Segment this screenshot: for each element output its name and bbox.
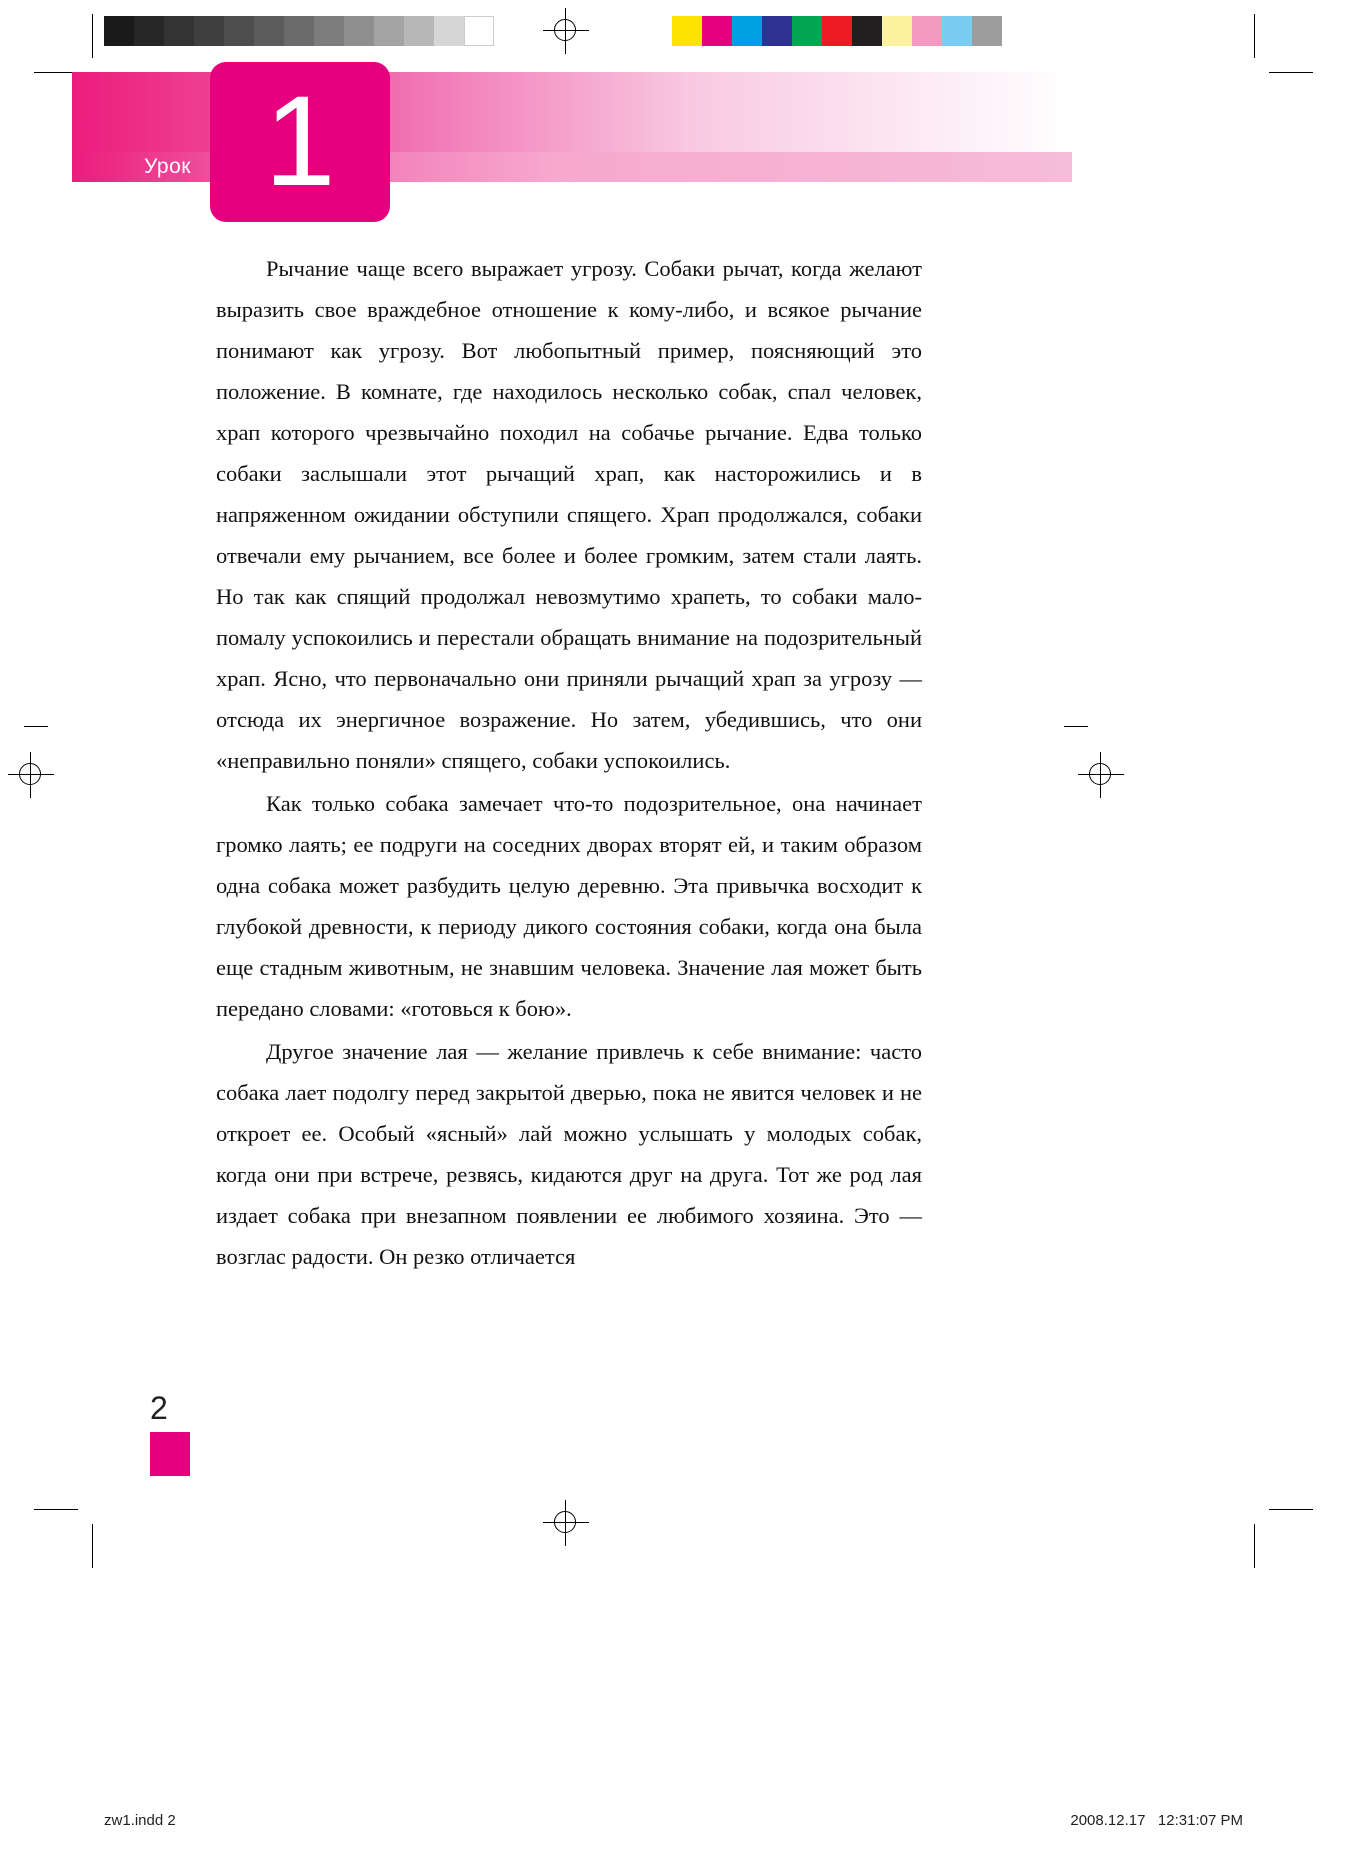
swatch-gray: [134, 16, 164, 46]
crop-mark-top-right: [1241, 14, 1313, 86]
registration-mark-top: [543, 8, 589, 54]
swatch-light-black: [972, 16, 1002, 46]
swatch-gray: [194, 16, 224, 46]
paragraph: Другое значение лая — желание привлечь к себе внимание: часто собака лает подолгу перед закрытой дверью, пока не явится человек и не откроет ее. Особый «ясный» лай можно услышать у молодых собак, когда они при встрече, резвясь, кидаются друг на друга. Тот же род лая издает собака при внезапном появлении ее любимого хозяина. Это — возглас радости. Он резко отличается: [216, 1039, 922, 1269]
lesson-number: 1: [264, 70, 336, 213]
page-number: 2: [150, 1390, 168, 1426]
paragraph: Как только собака замечает что-то подозрительное, она начинает громко лаять; ее подруги на соседних дворах вторят ей, и таким образом одна собака может разбудить целую деревню. Эта привычка восходит к глубокой древности, к периоду дикого состояния собаки, когда она была еще стадным животным, не знавшим человека. Значение лая может быть передано словами: «готовься к бою».: [216, 791, 922, 1021]
swatch-light-yellow: [882, 16, 912, 46]
swatch-white: [464, 16, 494, 46]
footer-timestamp: 2008.12.17 12:31:07 PM: [1070, 1812, 1243, 1829]
crop-mark-bottom-right: [1241, 1496, 1313, 1568]
swatch-gray: [434, 16, 464, 46]
swatch-black: [852, 16, 882, 46]
body-text: [216, 248, 922, 1279]
swatch-blue: [762, 16, 792, 46]
swatch-gray: [224, 16, 254, 46]
color-control-bar: [672, 16, 1002, 46]
fold-mark-right: [1064, 714, 1088, 738]
swatch-light-cyan: [942, 16, 972, 46]
swatch-gray: [284, 16, 314, 46]
swatch-magenta: [702, 16, 732, 46]
lesson-label: Урок: [144, 155, 191, 178]
swatch-gray: [374, 16, 404, 46]
grayscale-control-bar: [104, 16, 494, 46]
swatch-cyan: [732, 16, 762, 46]
swatch-gray: [404, 16, 434, 46]
footer-file-name: zw1.indd 2: [104, 1812, 176, 1829]
swatch-light-magenta: [912, 16, 942, 46]
crop-mark-bottom-left: [34, 1496, 106, 1568]
swatch-red: [822, 16, 852, 46]
swatch-gray: [254, 16, 284, 46]
swatch-green: [792, 16, 822, 46]
swatch-gray: [104, 16, 134, 46]
fold-mark-left: [24, 714, 48, 738]
swatch-yellow: [672, 16, 702, 46]
registration-mark-right: [1078, 752, 1124, 798]
swatch-gray: [344, 16, 374, 46]
paragraph: Рычание чаще всего выражает угрозу. Собаки рычат, когда желают выразить свое враждебное отношение к кому-либо, и всякое рычание понимают как угрозу. Вот любопытный пример, поясняющий это положение. В комнате, где находилось несколько собак, спал человек, храп которого чрезвычайно походил на собачье рычание. Едва только собаки заслышали этот рычащий храп, как насторожились и в напряженном ожидании обступили спящего. Храп продолжался, собаки отвечали ему рычанием, все более и более громким, затем стали лаять. Но так как спящий продолжал невозмутимо храпеть, то собаки мало-помалу успокоились и перестали обращать внимание на подозрительный храп. Ясно, что первоначально они приняли рычащий храп за угрозу — отсюда их энергичное возражение. Но затем, убедившись, что они «неправильно поняли» спящего, собаки успокоились.: [216, 256, 922, 773]
page-marker-block: [150, 1432, 190, 1476]
registration-mark-bottom: [543, 1500, 589, 1546]
swatch-gray: [164, 16, 194, 46]
swatch-gray: [314, 16, 344, 46]
registration-mark-left: [8, 752, 54, 798]
